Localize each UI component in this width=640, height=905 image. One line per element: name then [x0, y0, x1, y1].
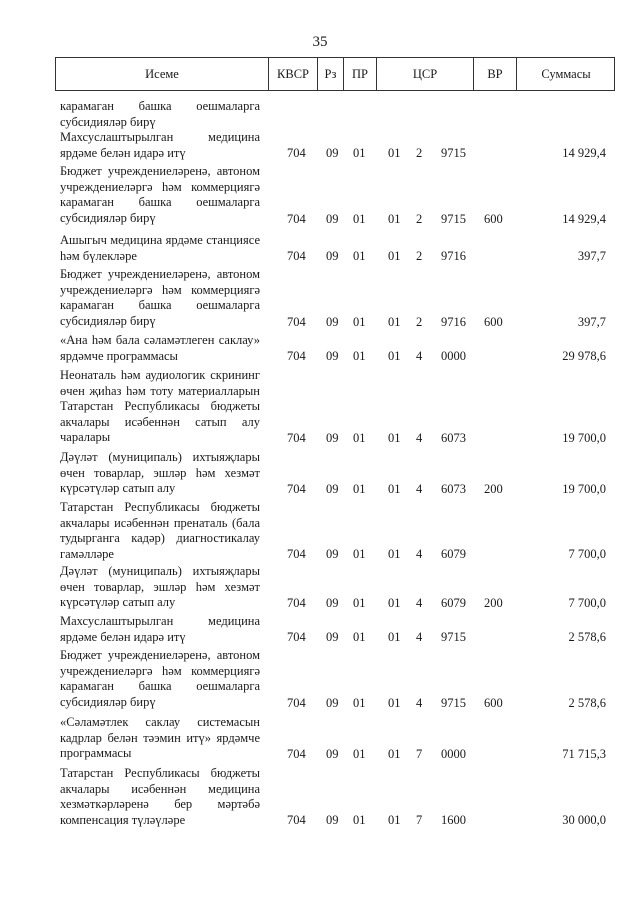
row-rz: 09: [326, 431, 339, 445]
row-vr: 600: [484, 212, 503, 226]
row-pr: 01: [353, 349, 366, 363]
row-kvsr: 704: [287, 696, 306, 710]
row-csr-subprogram: 2: [416, 315, 423, 329]
row-csr-subprogram: 7: [416, 747, 423, 761]
header-kvsr: КВСР: [268, 58, 317, 90]
row-csr-code: 9715: [441, 696, 466, 710]
row-sum: 30 000,0: [562, 813, 606, 827]
row-sum: 19 700,0: [562, 431, 606, 445]
row-csr-code: 6079: [441, 547, 466, 561]
row-csr-program: 01: [388, 482, 401, 496]
row-name: Махсуслаштырылган медицина ярдәме белән идарә итү: [60, 614, 260, 644]
row-csr-subprogram: 4: [416, 349, 423, 363]
row-csr-code: 6073: [441, 431, 466, 445]
row-sum: 29 978,6: [562, 349, 606, 363]
table-header: [55, 57, 615, 91]
row-csr-subprogram: 7: [416, 813, 423, 827]
row-csr-code: 9716: [441, 315, 466, 329]
row-rz: 09: [326, 747, 339, 761]
row-csr-code: 6079: [441, 596, 466, 610]
row-kvsr: 704: [287, 596, 306, 610]
row-csr-code: 1600: [441, 813, 466, 827]
row-kvsr: 704: [287, 547, 306, 561]
row-kvsr: 704: [287, 249, 306, 263]
row-vr: 600: [484, 696, 503, 710]
row-vr: 200: [484, 482, 503, 496]
row-csr-program: 01: [388, 630, 401, 644]
row-csr-subprogram: 2: [416, 146, 423, 160]
row-sum: 14 929,4: [562, 146, 606, 160]
page-number: 35: [312, 34, 328, 50]
row-sum: 19 700,0: [562, 482, 606, 496]
row-csr-program: 01: [388, 547, 401, 561]
row-name: Дәүләт (муниципаль) ихтыяҗлары өчен товарлар, эшләр һәм хезмәт күрсәтүләр сатып алу: [60, 564, 260, 609]
row-kvsr: 704: [287, 349, 306, 363]
row-kvsr: 704: [287, 212, 306, 226]
header-vr: ВР: [473, 58, 516, 90]
row-name: Махсуслаштырылган медицина ярдәме белән идарә итү: [60, 130, 260, 160]
header-summasy: Суммасы: [516, 58, 615, 90]
row-csr-subprogram: 4: [416, 547, 423, 561]
row-sum: 7 700,0: [568, 547, 606, 561]
row-csr-subprogram: 2: [416, 249, 423, 263]
row-vr: 600: [484, 315, 503, 329]
header-csr: ЦСР: [376, 58, 473, 90]
row-kvsr: 704: [287, 315, 306, 329]
row-csr-program: 01: [388, 212, 401, 226]
row-csr-program: 01: [388, 747, 401, 761]
row-rz: 09: [326, 212, 339, 226]
row-csr-subprogram: 4: [416, 431, 423, 445]
header-pr: ПР: [343, 58, 376, 90]
row-csr-program: 01: [388, 696, 401, 710]
row-name: Бюджет учреждениеләренә, автоном учреждениеләргә һәм коммерциягә карамаган башка оешмаларга субсидияләр бирү: [60, 267, 260, 328]
row-rz: 09: [326, 482, 339, 496]
row-csr-code: 6073: [441, 482, 466, 496]
header-iseme: Исеме: [145, 67, 179, 81]
row-name: Неонаталь һәм аудиологик скрининг өчен җиһаз һәм тоту материалларын Татарстан Республикасы бюджеты акчалары исәбеннән сатып алу чаралары: [60, 368, 260, 444]
row-rz: 09: [326, 315, 339, 329]
row-rz: 09: [326, 813, 339, 827]
row-name: Татарстан Республикасы бюджеты акчалары исәбеннән медицина хезмәткәрләренә бер мәртәбә компенсация түләүләре: [60, 766, 260, 827]
row-rz: 09: [326, 696, 339, 710]
row-kvsr: 704: [287, 747, 306, 761]
row-csr-subprogram: 4: [416, 630, 423, 644]
row-csr-code: 0000: [441, 349, 466, 363]
row-name: карамаган башка оешмаларга субсидияләр бирү: [60, 99, 260, 129]
row-csr-program: 01: [388, 349, 401, 363]
row-pr: 01: [353, 431, 366, 445]
row-rz: 09: [326, 146, 339, 160]
row-csr-program: 01: [388, 813, 401, 827]
row-name: Бюджет учреждениеләренә, автоном учреждениеләргә һәм коммерциягә карамаган башка оешмаларга субсидияләр бирү: [60, 648, 260, 709]
row-rz: 09: [326, 547, 339, 561]
row-csr-code: 9715: [441, 146, 466, 160]
row-kvsr: 704: [287, 630, 306, 644]
row-rz: 09: [326, 630, 339, 644]
row-kvsr: 704: [287, 146, 306, 160]
row-name: Бюджет учреждениеләренә, автоном учреждениеләргә һәм коммерциягә карамаган башка оешмаларга субсидияләр бирү: [60, 164, 260, 225]
row-pr: 01: [353, 146, 366, 160]
row-pr: 01: [353, 315, 366, 329]
row-sum: 397,7: [577, 315, 606, 329]
row-csr-code: 9715: [441, 212, 466, 226]
row-pr: 01: [353, 547, 366, 561]
row-sum: 14 929,4: [562, 212, 606, 226]
row-sum: 2 578,6: [568, 630, 606, 644]
row-name: «Сәламәтлек саклау системасын кадрлар белән тәэмин итү» ярдәмче программасы: [60, 715, 260, 760]
row-rz: 09: [326, 596, 339, 610]
row-csr-program: 01: [388, 431, 401, 445]
row-pr: 01: [353, 249, 366, 263]
row-rz: 09: [326, 349, 339, 363]
row-kvsr: 704: [287, 482, 306, 496]
row-csr-program: 01: [388, 249, 401, 263]
row-pr: 01: [353, 482, 366, 496]
row-csr-code: 9716: [441, 249, 466, 263]
row-csr-program: 01: [388, 315, 401, 329]
row-csr-code: 9715: [441, 630, 466, 644]
row-name: Татарстан Республикасы бюджеты акчалары исәбеннән пренаталь (бала тудырганга кадәр) диагностикалау гамәлләре: [60, 500, 260, 561]
row-csr-subprogram: 4: [416, 482, 423, 496]
row-pr: 01: [353, 813, 366, 827]
row-csr-program: 01: [388, 146, 401, 160]
row-vr: 200: [484, 596, 503, 610]
row-sum: 7 700,0: [568, 596, 606, 610]
row-kvsr: 704: [287, 431, 306, 445]
row-pr: 01: [353, 596, 366, 610]
row-pr: 01: [353, 212, 366, 226]
header-rz: Рз: [317, 58, 343, 90]
row-csr-subprogram: 4: [416, 696, 423, 710]
row-pr: 01: [353, 696, 366, 710]
row-sum: 71 715,3: [562, 747, 606, 761]
row-sum: 2 578,6: [568, 696, 606, 710]
row-kvsr: 704: [287, 813, 306, 827]
row-name: «Ана һәм бала сәламәтлеген саклау» ярдәмче программасы: [60, 333, 260, 363]
row-rz: 09: [326, 249, 339, 263]
row-csr-code: 0000: [441, 747, 466, 761]
row-sum: 397,7: [577, 249, 606, 263]
row-name: Дәүләт (муниципаль) ихтыяҗлары өчен товарлар, эшләр һәм хезмәт күрсәтүләр сатып алу: [60, 450, 260, 495]
row-csr-subprogram: 2: [416, 212, 423, 226]
row-pr: 01: [353, 630, 366, 644]
row-csr-program: 01: [388, 596, 401, 610]
row-name: Ашыгыч медицина ярдәме станциясе һәм бүлекләре: [60, 233, 260, 263]
row-pr: 01: [353, 747, 366, 761]
row-csr-subprogram: 4: [416, 596, 423, 610]
